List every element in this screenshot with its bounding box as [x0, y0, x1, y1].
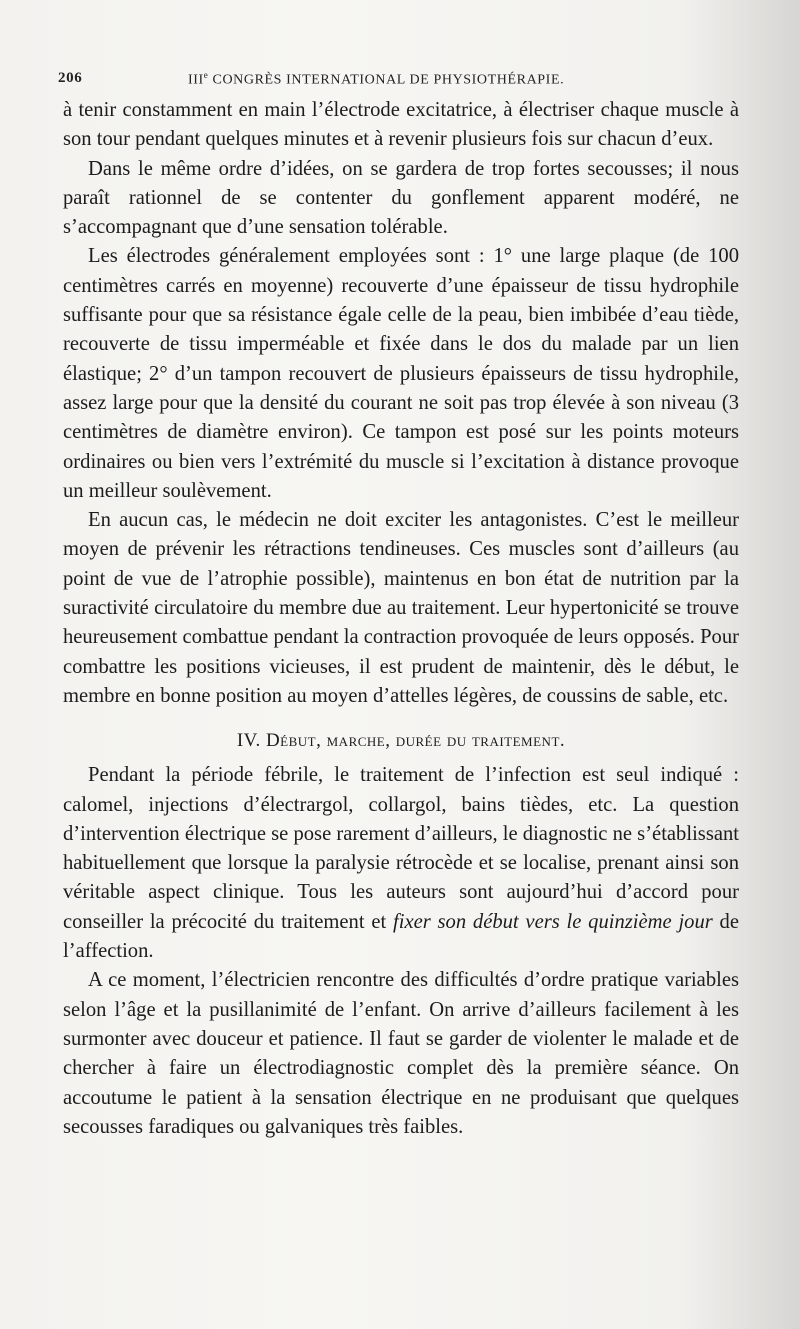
section-heading [63, 727, 739, 755]
paragraph-text: Pendant la période fébrile, le traitement de l’infection est seul indiqué : calomel, injections d’électrargol, collargol, bains tièdes, etc. La question d’intervention électrique se pose rarement d’ailleurs, le diagnostic ne s’établissant habituellement que lorsque la paralysie rétrocède et se localise, prenant ainsi son véritable aspect clinique. Tous les auteurs sont aujourd’hui d’accord pour conseiller la précocité du traitement et [63, 764, 739, 933]
paragraph: En aucun cas, le médecin ne doit exciter les antagonistes. C’est le meilleur moyen de prévenir les rétractions tendineuses. Ces muscles sont d’ailleurs (au point de vue de l’atrophie possible), maintenus en bon état de nutrition par la suractivité circulatoire du membre due au traitement. Leur hypertonicité se trouve heureusement combattue pendant la contraction provoquée de leurs opposés. Pour combattre les positions vicieuses, il est prudent de maintenir, dès le début, le membre en bonne position au moyen d’attelles légères, de coussins de sable, etc. [63, 509, 739, 707]
page-header [58, 66, 718, 90]
section-heading-text: IV. Début, marche, durée du traitement. [236, 730, 566, 752]
paragraph-continued: à tenir constamment en main l’électrode excitatrice, à électriser chaque muscle à son tour pendant quelques minutes et à revenir plusieurs fois sur chacun d’eux. [63, 99, 739, 151]
running-head [188, 70, 564, 89]
page-number: 206 [58, 70, 83, 86]
body-text [63, 96, 739, 1142]
paragraph [63, 761, 739, 966]
paragraph: Dans le même ordre d’idées, on se gardera de trop fortes secousses; il nous paraît rationnel de se contenter du gonflement apparent modéré, ne s’accompagnant que d’une sensation tolérable. [63, 157, 739, 239]
paragraph-italic-text: fixer son début vers le quinzième jour [393, 910, 713, 933]
running-head-superscript: e [203, 70, 209, 80]
running-head-title: CONGRÈS INTERNATIONAL DE PHYSIOTHÉRAPIE. [208, 72, 565, 88]
paragraph-text-end: de l’affection. [63, 910, 739, 963]
running-head-prefix: III [188, 72, 204, 88]
paragraph: A ce moment, l’électricien rencontre des difficultés d’ordre pratique variables selon l’âge et la pusillanimité de l’enfant. On arrive d’ailleurs facilement à les surmonter avec douceur et patience. Il faut se garder de violenter le malade et de chercher à faire un électrodiagnostic complet dès la première séance. On accoutume le patient à la sensation électrique en ne produisant que quelques secousses faradiques ou galvaniques très faibles. [63, 969, 739, 1138]
paragraph: Les électrodes généralement employées sont : 1° une large plaque (de 100 centimètres carrés en moyenne) recouverte d’une épaisseur de tissu hydrophile suffisante pour que sa résistance égale celle de la peau, bien imbibée d’eau tiède, recouverte de tissu imperméable et fixée dans le dos du malade par un lien élastique; 2° d’un tampon recouvert de plusieurs épaisseurs de tissu hydrophile, assez large pour que la densité du courant ne soit pas trop élevée à son niveau (3 centimètres de diamètre environ). Ce tampon est posé sur les points moteurs ordinaires ou bien vers l’extrémité du muscle si l’excitation à distance provoque un meilleur soulèvement. [63, 245, 739, 502]
